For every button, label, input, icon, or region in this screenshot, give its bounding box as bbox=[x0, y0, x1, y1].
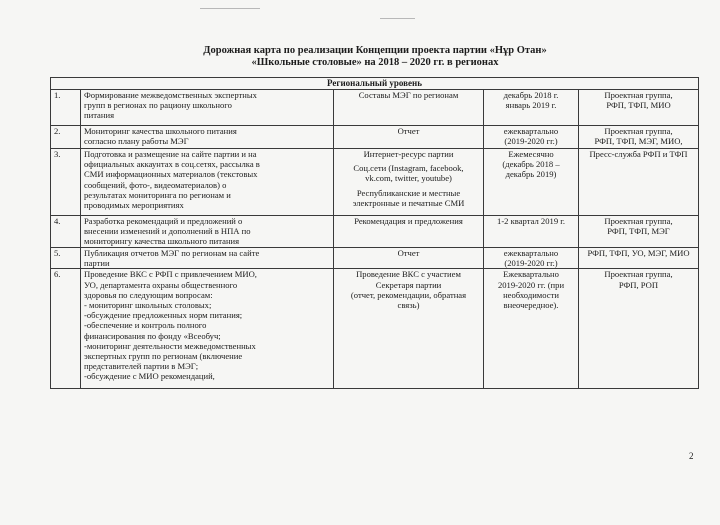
result-text: Составы МЭГ по регионам bbox=[358, 90, 459, 100]
activity-text: мониторингу качества школьного питания bbox=[84, 236, 240, 247]
responsible-text: Проектная группа, bbox=[604, 216, 673, 226]
responsible-cell bbox=[579, 149, 699, 216]
term-text: (2019-2020 гг.) bbox=[504, 136, 558, 147]
table-row bbox=[51, 90, 699, 126]
term-cell bbox=[484, 248, 579, 269]
result-text: Республиканские и местные bbox=[356, 187, 461, 198]
result-cell bbox=[334, 216, 484, 248]
activity-text: УО, департамента охраны общественного bbox=[84, 279, 238, 290]
activity-text: согласно плану работы МЭГ bbox=[84, 136, 189, 147]
term-text: (декабрь 2018 – bbox=[502, 159, 560, 170]
responsible-text: Проектная группа, bbox=[604, 126, 673, 136]
row-number: 3. bbox=[51, 149, 81, 216]
result-text: Отчет bbox=[397, 248, 420, 258]
activity-text: -обсуждение предложенных норм питания; bbox=[84, 310, 243, 321]
section-header-row bbox=[51, 78, 699, 90]
row-number: 4. bbox=[51, 216, 81, 248]
activity-text: Подготовка и размещение на сайте партии и на bbox=[84, 149, 257, 159]
page-title bbox=[150, 45, 600, 69]
page-number: 2 bbox=[689, 451, 694, 461]
term-cell bbox=[484, 149, 579, 216]
table-row bbox=[51, 149, 699, 216]
activity-cell bbox=[81, 248, 334, 269]
activity-text: -мониторинг деятельности межведомственных bbox=[84, 340, 256, 351]
activity-cell bbox=[81, 90, 334, 126]
term-cell bbox=[484, 216, 579, 248]
activity-text: финансирования по фонду «Всеобуч; bbox=[84, 330, 221, 341]
result-text: электронные и печатные СМИ bbox=[352, 197, 465, 208]
responsible-text: Проектная группа, bbox=[604, 90, 673, 100]
activity-text: Мониторинг качества школьного питания bbox=[84, 126, 237, 136]
term-text: ежеквартально bbox=[503, 126, 559, 136]
term-text: декабрь 2018 г. bbox=[503, 90, 559, 100]
result-text: vk.com, twitter, youtube) bbox=[365, 173, 452, 184]
row-number: 6. bbox=[51, 269, 81, 389]
term-text: необходимости bbox=[503, 289, 559, 300]
activity-text: экспертных групп по регионам (включение bbox=[84, 351, 243, 362]
term-cell bbox=[484, 269, 579, 389]
responsible-cell bbox=[579, 269, 699, 389]
activity-text: - мониторинг школьных столовых; bbox=[84, 300, 212, 311]
activity-text: внесении изменений и дополнений в НПА по bbox=[84, 226, 251, 237]
table-row bbox=[51, 269, 699, 389]
result-text: Секретаря партии bbox=[375, 279, 442, 290]
result-cell bbox=[334, 248, 484, 269]
responsible-text: Проектная группа, bbox=[604, 269, 673, 280]
activity-text: -обсуждение с МИО рекомендаций, bbox=[84, 371, 215, 382]
responsible-text: Пресс-служба РФП и ТФП bbox=[589, 149, 688, 159]
section-label: Региональный уровень bbox=[51, 78, 699, 90]
result-cell bbox=[334, 149, 484, 216]
table-row bbox=[51, 216, 699, 248]
row-number: 1. bbox=[51, 90, 81, 126]
responsible-text: РФП, РОП bbox=[618, 279, 659, 290]
activity-text: результатах мониторинга по регионам и bbox=[84, 189, 231, 200]
responsible-text: РФП, ТФП, УО, МЭГ, МИО bbox=[587, 248, 690, 258]
activity-cell bbox=[81, 269, 334, 389]
term-text: 1-2 квартал 2019 г. bbox=[497, 216, 565, 226]
responsible-cell bbox=[579, 126, 699, 149]
responsible-cell bbox=[579, 90, 699, 126]
responsible-text: РФП, ТФП, МЭГ, МИО, bbox=[594, 136, 683, 147]
activity-text: Формирование межведомственных экспертных bbox=[84, 90, 257, 100]
result-cell bbox=[334, 90, 484, 126]
row-number: 2. bbox=[51, 126, 81, 149]
activity-text: питания bbox=[84, 110, 115, 121]
activity-text: проводимых мероприятиях bbox=[84, 200, 184, 211]
term-text: внеочередное). bbox=[503, 300, 559, 311]
activity-text: Разработка рекомендаций и предложений о bbox=[84, 216, 243, 226]
term-text: январь 2019 г. bbox=[505, 100, 557, 111]
activity-text: представителей партии в МЭГ; bbox=[84, 361, 199, 372]
activity-cell bbox=[81, 149, 334, 216]
scan-artifact bbox=[200, 8, 260, 9]
activity-text: партии bbox=[84, 258, 110, 269]
term-text: 2019-2020 гг. (при bbox=[497, 279, 565, 290]
activity-text: Публикация отчетов МЭГ по регионам на сайте bbox=[84, 248, 260, 258]
activity-text: -обеспечение и контроль полного bbox=[84, 320, 207, 331]
roadmap-table bbox=[50, 77, 699, 389]
result-text: Соц.сети (Instagram, facebook, bbox=[353, 163, 464, 174]
activity-text: официальных аккаунтах в соц.сетях, рассылка в bbox=[84, 159, 260, 170]
result-text: Проведение ВКС с участием bbox=[356, 269, 461, 280]
row-number: 5. bbox=[51, 248, 81, 269]
activity-text: здоровья по следующим вопросам: bbox=[84, 289, 213, 300]
term-cell bbox=[484, 126, 579, 149]
responsible-cell bbox=[579, 248, 699, 269]
responsible-text: РФП, ТФП, МИО bbox=[606, 100, 671, 111]
result-text: Рекомендация и предложения bbox=[354, 216, 463, 226]
responsible-cell bbox=[579, 216, 699, 248]
responsible-text: РФП, ТФП, МЭГ bbox=[607, 226, 670, 237]
activity-cell bbox=[81, 126, 334, 149]
scan-artifact bbox=[380, 18, 415, 19]
title-line-2: «Школьные столовые» на 2018 – 2020 гг. в регионах bbox=[251, 57, 499, 68]
activity-text: сообщений, фото-, видеоматериалов) о bbox=[84, 179, 227, 190]
title-line-1: Дорожная карта по реализации Концепции проекта партии «Нұр Отан» bbox=[203, 45, 547, 56]
result-text: связь) bbox=[397, 300, 420, 311]
term-text: ежеквартально bbox=[503, 248, 559, 258]
result-text: Интернет-ресурс партии bbox=[363, 149, 454, 159]
table-row bbox=[51, 126, 699, 149]
result-text: (отчет, рекомендации, обратная bbox=[350, 289, 467, 300]
table-row bbox=[51, 248, 699, 269]
term-cell bbox=[484, 90, 579, 126]
term-text: Ежемесячно bbox=[508, 149, 554, 159]
result-cell bbox=[334, 269, 484, 389]
result-text: Отчет bbox=[397, 126, 420, 136]
term-text: декабрь 2019) bbox=[505, 169, 557, 180]
term-text: (2019-2020 гг.) bbox=[504, 258, 558, 269]
activity-text: Проведение ВКС с РФП с привлечением МИО, bbox=[84, 269, 257, 280]
term-text: Ежеквартально bbox=[503, 269, 559, 280]
activity-cell bbox=[81, 216, 334, 248]
activity-text: СМИ информационных материалов (текстовых bbox=[84, 169, 258, 180]
result-cell bbox=[334, 126, 484, 149]
activity-text: групп в регионах по рациону школьного bbox=[84, 100, 232, 111]
